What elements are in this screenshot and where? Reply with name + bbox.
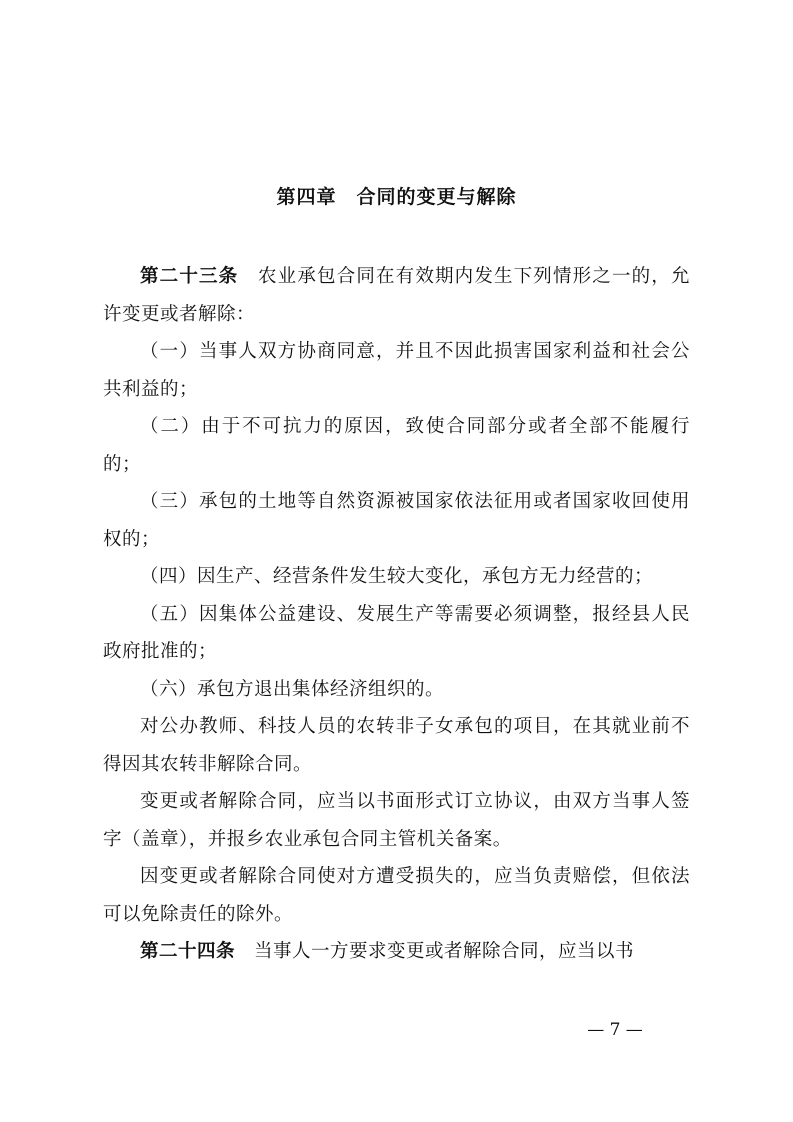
- item-3: （三）承包的土地等自然资源被国家依法征用或者国家收回使用权的；: [103, 491, 690, 550]
- page-number: — 7 —: [587, 1020, 643, 1040]
- paragraph-3: 因变更或者解除合同使对方遭受损失的，应当负责赔偿，但依法可以免除责任的除外。: [103, 866, 690, 925]
- item-6: （六）承包方退出集体经济组织的。: [140, 678, 445, 700]
- item-4: （四）因生产、经营条件发生较大变化，承包方无力经营的；: [140, 566, 654, 587]
- item-2: （二）由于不可抗力的原因，致使合同部分或者全部不能履行的；: [103, 416, 690, 475]
- chapter-title: 第四章 合同的变更与解除: [276, 186, 517, 208]
- article-24: [103, 933, 690, 971]
- document-body: [103, 258, 690, 971]
- paragraph-1: 对公办教师、科技人员的农转非子女承包的项目，在其就业前不得因其农转非解除合同。: [103, 716, 690, 775]
- article-23: [103, 258, 690, 333]
- paragraph-2: 变更或者解除合同，应当以书面形式订立协议，由双方当事人签字（盖章），并报乡农业承包合同主管机关备案。: [103, 791, 690, 850]
- article-23-text: 农业承包合同在有效期内发生下列情形之一的，允许变更或者解除：: [103, 266, 690, 325]
- article-24-text: 当事人一方要求变更或者解除合同，应当以书: [235, 941, 635, 962]
- item-1: （一）当事人双方协商同意，并且不因此损害国家利益和社会公共利益的；: [103, 341, 690, 400]
- article-24-number: 第二十四条: [140, 941, 236, 962]
- article-23-number: 第二十三条: [140, 266, 239, 287]
- item-5: （五）因集体公益建设、发展生产等需要必须调整，报经县人民政府批准的；: [103, 603, 690, 662]
